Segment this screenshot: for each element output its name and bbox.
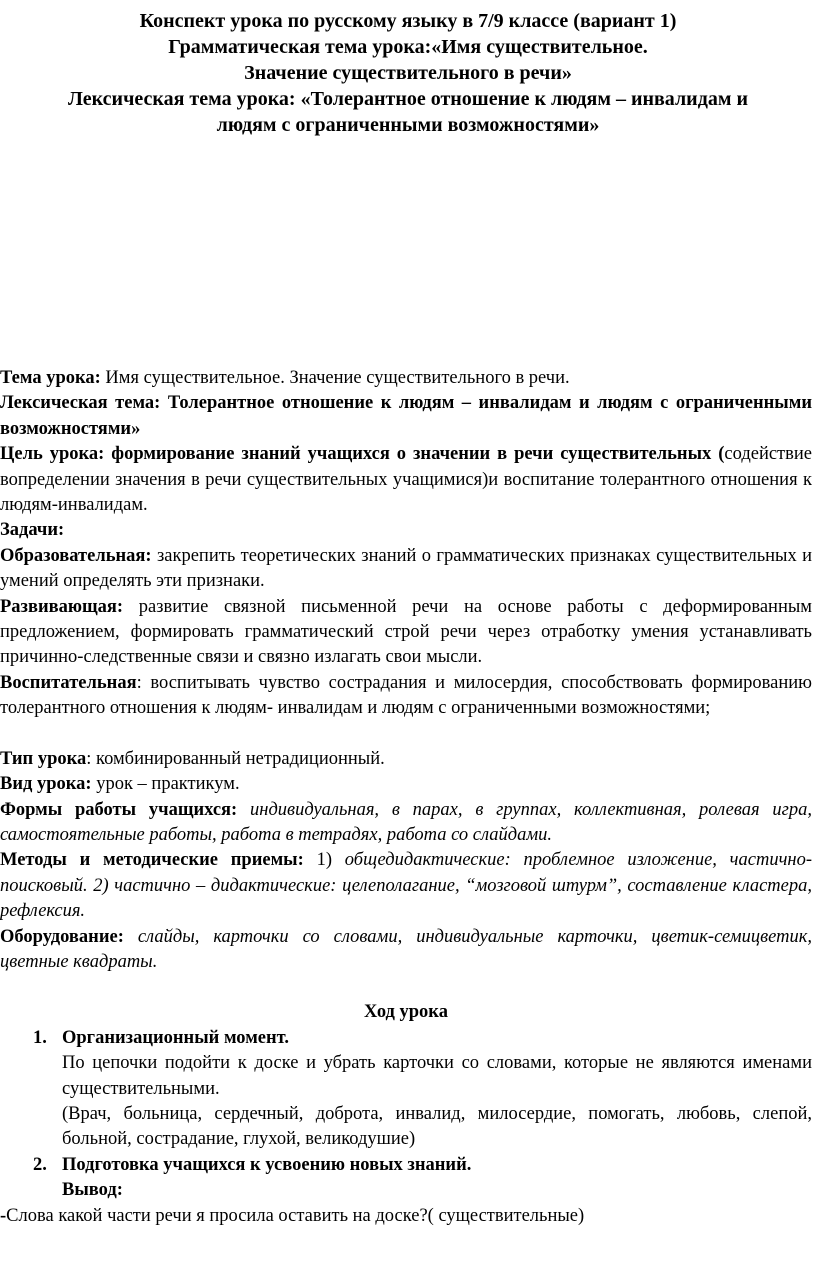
topic-paragraph <box>0 366 812 391</box>
lesson-kind-label: Вид урока: <box>0 774 92 795</box>
question-paragraph <box>0 1204 812 1229</box>
list-item <box>0 1153 812 1204</box>
upbringing-label: Воспитательная <box>0 672 137 693</box>
step-text: По цепочки подойти к доске и убрать карточки со словами, которые не являются именами существительными. <box>62 1053 812 1099</box>
step-number: 2. <box>33 1154 47 1175</box>
educational-paragraph <box>0 544 812 595</box>
step-text: (Врач, больница, сердечный, доброта, инвалид, милосердие, помогать, любовь, слепой, больной, сострадание, глухой, великодушие) <box>62 1103 812 1150</box>
header-line-3: Значение существительного в речи» <box>244 62 572 84</box>
step-text: Вывод: <box>62 1180 123 1201</box>
course-title: Ход урока <box>364 1002 448 1023</box>
question-value: Слова какой части речи я просила оставить на доске?( существительные) <box>6 1205 585 1226</box>
lesson-kind-paragraph <box>0 772 812 797</box>
goal-label: Цель урока: формирование знаний учащихся о значении в речи существительных ( <box>0 444 725 465</box>
educational-label: Образовательная: <box>0 545 152 566</box>
step-title: Подготовка учащихся к усвоению новых знаний. <box>62 1154 472 1175</box>
steps-list <box>0 1026 812 1204</box>
goal-paragraph <box>0 442 812 518</box>
lesson-type-value: : комбинированный нетрадиционный. <box>86 748 385 769</box>
spacer <box>0 722 812 747</box>
forms-paragraph <box>0 798 812 849</box>
lesson-type-paragraph <box>0 747 812 772</box>
list-item <box>0 1026 812 1153</box>
document-header <box>0 8 816 138</box>
developing-paragraph <box>0 595 812 671</box>
document-body <box>0 366 812 1229</box>
spacer <box>0 975 812 1000</box>
methods-label: Методы и методические приемы: <box>0 850 304 871</box>
header-line-4: Лексическая тема урока: «Толерантное отношение к людям – инвалидам и <box>68 88 748 110</box>
lexical-label: Лексическая тема: <box>0 393 161 414</box>
upbringing-paragraph <box>0 671 812 722</box>
forms-value: индивидуальная, в парах, в группах, коллективная, ролевая игра, самостоятельные работы, работа в тетрадях, работа со слайдами. <box>0 799 812 845</box>
tasks-label: Задачи: <box>0 520 65 541</box>
methods-value: общедидактические: проблемное изложение, частично-поисковый. 2) частично – дидактические: целеполагание, “мозговой штурм”, составление кластера, рефлексия. <box>0 850 812 922</box>
equipment-label: Оборудование: <box>0 926 124 947</box>
lesson-type-label: Тип урока <box>0 748 87 769</box>
equipment-value: слайды, карточки со словами, индивидуальные карточки, цветик-семицветик, цветные квадраты. <box>0 926 812 972</box>
developing-label: Развивающая: <box>0 596 124 617</box>
topic-value: Имя существительное. Значение существительного в речи. <box>100 368 570 388</box>
header-line-5: людям с ограниченными возможностями» <box>216 114 600 136</box>
lexical-value: Толерантное отношение к людям – инвалидам и людям с ограниченными возможностями» <box>0 393 812 439</box>
upbringing-value: : воспитывать чувство сострадания и милосердия, способствовать формированию толерантного отношения к людям- инвалидам и людям с ограниченными возможностями; <box>0 672 812 719</box>
header-line-1: Конспект урока по русскому языку в 7/9 классе (вариант 1) <box>139 10 677 32</box>
step-title: Организационный момент. <box>62 1027 289 1048</box>
step-number: 1. <box>33 1027 47 1048</box>
equipment-paragraph <box>0 925 812 976</box>
goal-value: содействие вопределении значения в речи существительных учащимися)и воспитание толерантного отношения к людям-инвалидам. <box>0 444 812 516</box>
educational-value: закрепить теоретических знаний о грамматических признаках существительных и умений определять эти признаки. <box>0 545 812 592</box>
lexical-paragraph <box>0 391 812 442</box>
developing-value: развитие связной письменной речи на основе работы с деформированным предложением, формировать грамматический строй речи через отработку умения устанавливать причинно-следственные связи и связно излагать свои мысли. <box>0 596 812 668</box>
lesson-kind-value: урок – практикум. <box>91 774 240 795</box>
forms-label: Формы работы учащихся: <box>0 799 238 820</box>
topic-label: Тема урока: <box>0 368 101 388</box>
methods-num: 1) <box>303 850 345 871</box>
header-line-2: Грамматическая тема урока:«Имя существительное. <box>168 36 648 58</box>
question-dash: - <box>0 1205 7 1226</box>
methods-paragraph <box>0 848 812 924</box>
